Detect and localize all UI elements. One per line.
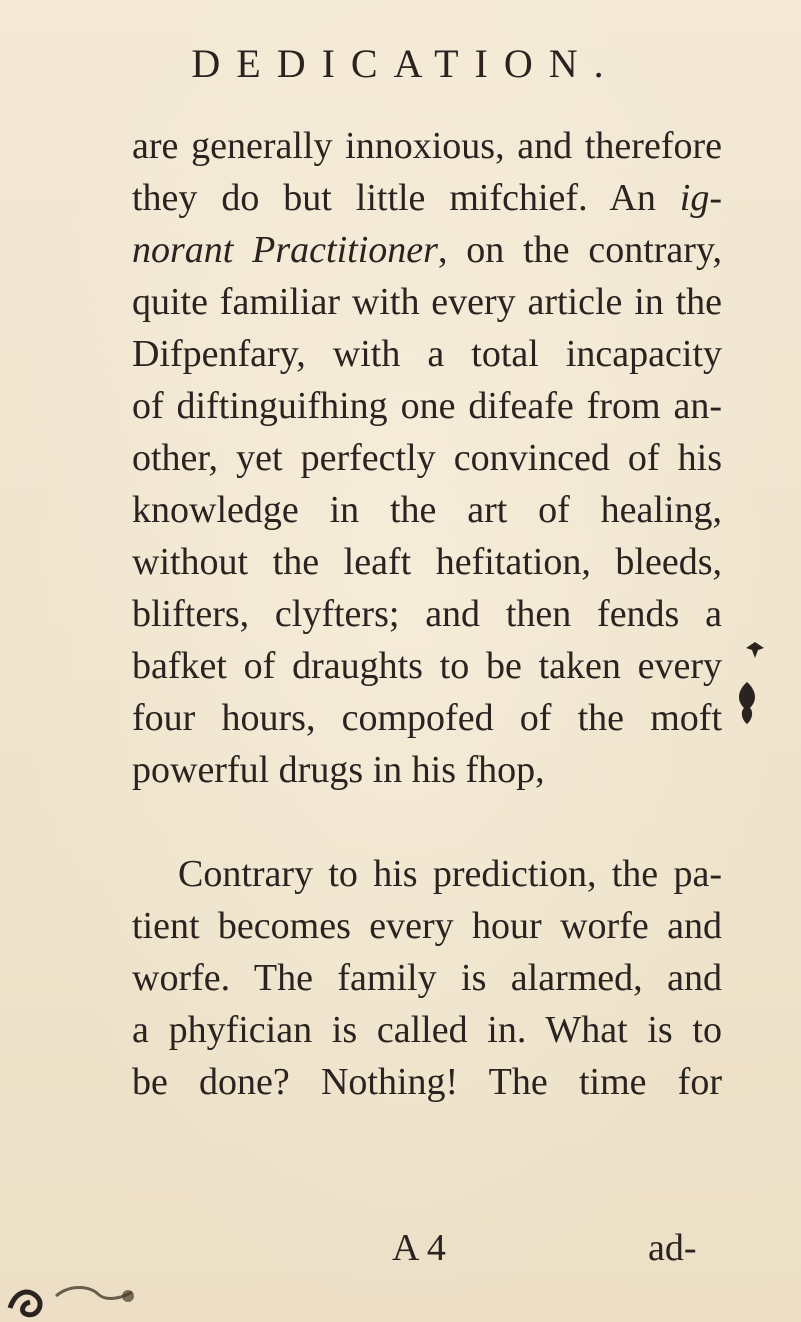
text-line: be done? Nothing! The time for [132,1061,722,1103]
text-line: without the leaft hefitation, bleeds, [132,541,722,583]
text-line: Difpenfary, with a total incapacity [132,333,722,375]
signature-mark: A 4 [392,1227,446,1269]
text-line: quite familiar with every article in the [132,281,722,323]
text-line: bafket of draughts to be taken every [132,645,722,687]
text-line: worfe. The family is alarmed, and [132,957,722,999]
text-line: four hours, compofed of the moft [132,697,722,739]
text-line: Contrary to his prediction, the pa- [178,853,722,895]
library-stamp-icon [0,1268,170,1322]
text-line: tient becomes every hour worfe and [132,905,722,947]
text-line: blifters, clyfters; and then fends a [132,593,722,635]
printer-ornament-icon [742,640,768,666]
text-line [132,176,722,220]
text-line: other, yet perfectly convinced of his [132,437,722,479]
fleuron-icon [730,680,764,726]
text-line [132,228,722,272]
catchword: ad- [648,1227,697,1269]
text-line: knowledge in the art of healing, [132,489,722,531]
text-line: are generally innoxious, and therefore [132,125,722,167]
running-head: DEDICATION. [191,41,620,86]
text-line: of diftinguifhing one difeafe from an- [132,385,722,427]
text-line: a phyfician is called in. What is to [132,1009,722,1051]
text-line-content: they do but little mifchief. An ig- [132,177,722,219]
text-line-content: norant Practitioner, on the contrary, [132,229,722,271]
text-line: powerful drugs in his fhop, [132,749,545,791]
